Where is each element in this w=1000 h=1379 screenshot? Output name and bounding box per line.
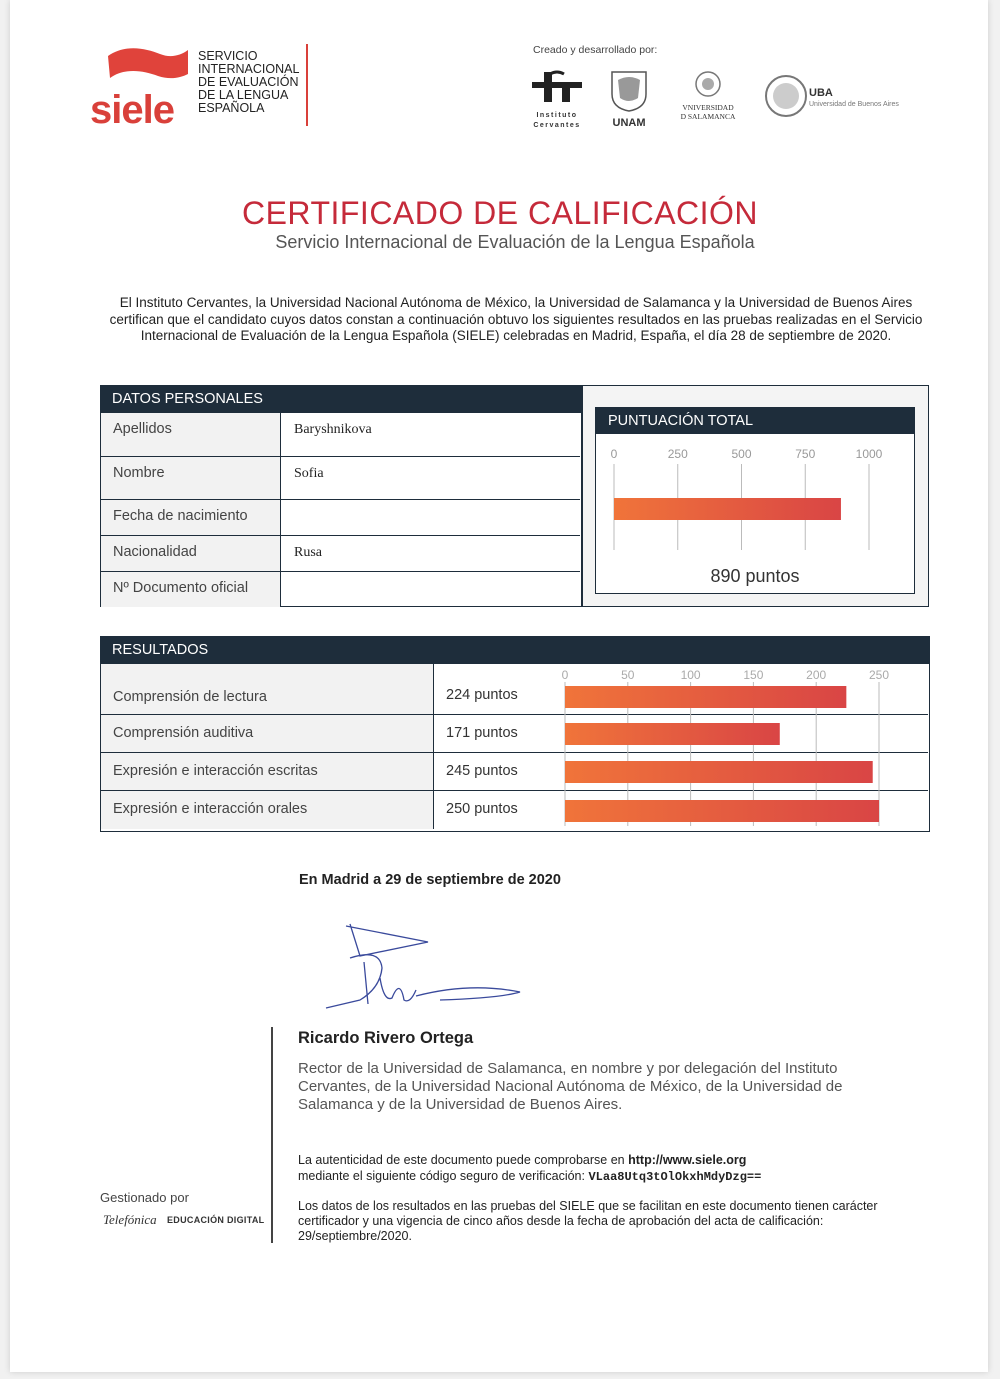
tick-label: 500 [731, 447, 752, 461]
table-row [101, 456, 580, 500]
result-bar [565, 761, 873, 783]
telefonica-logo: Telefónica [103, 1212, 157, 1227]
row-value: Rusa [294, 545, 322, 560]
row-label: Apellidos [101, 413, 281, 457]
verification-url[interactable]: http://www.siele.org [628, 1153, 747, 1167]
certificate-subtitle: Servicio Internacional de Evaluación de la Lengua Española [275, 232, 755, 252]
table-row [101, 412, 580, 457]
row-label: Fecha de nacimiento [101, 500, 281, 536]
row-score: 171 puntos [446, 725, 518, 741]
tick-label: 200 [806, 668, 827, 682]
tick-label: 150 [743, 668, 764, 682]
managed-by-label: Gestionado por [100, 1190, 189, 1205]
total-score-chart [596, 440, 914, 555]
tick-label: 250 [868, 668, 890, 682]
unam-logo: UNAM [608, 70, 650, 129]
results-heading: RESULTADOS [101, 637, 929, 664]
row-value: Baryshnikova [294, 422, 372, 437]
table-row [101, 535, 580, 572]
tick-label: 50 [621, 668, 635, 682]
verification-code: VLaa8Utq3tOlOkxhMdyDzg== [588, 1170, 762, 1184]
total-score-bar [614, 498, 841, 520]
total-score-text: 890 puntos [710, 566, 800, 586]
validity-note: Los datos de los resultados en las pruebas del SIELE que se facilitan en este documento tienen carácter certificador y una vigencia de cinco años desde la fecha de aprobación del acta de calificación: 29/septiembre/2020. [298, 1199, 878, 1243]
row-score: 250 puntos [446, 801, 518, 817]
personal-data-table [100, 385, 582, 607]
uba-seal-icon [764, 74, 808, 118]
header-divider [306, 44, 308, 126]
certificate-title: CERTIFICADO DE CALIFICACIÓN [241, 195, 759, 231]
row-label: Comprensión auditiva [101, 715, 434, 753]
table-row [101, 571, 580, 607]
siele-logo-text: SERVICIO INTERNACIONAL DE EVALUACIÓN DE LA LENGUA ESPAÑOLA [198, 49, 300, 115]
signer-role: Rector de la Universidad de Salamanca, en nombre y por delegación del Instituto Cervantes, de la Universidad Nacional Autónoma de México, de la Universidad de Salamanca y de la Universidad de Buenos Aires. [298, 1060, 843, 1113]
tick-label: 1000 [855, 447, 883, 461]
row-label: Expresión e interacción escritas [101, 753, 434, 791]
row-label: Nacionalidad [101, 536, 281, 572]
siele-logo-word: siele [90, 88, 174, 132]
siele-flag-logo [100, 44, 190, 90]
footer-divider [271, 1027, 273, 1243]
unam-shield-icon [608, 70, 650, 112]
total-score-heading: PUNTUACIÓN TOTAL [596, 408, 914, 434]
tick-label: 100 [680, 668, 701, 682]
tick-label: 250 [667, 447, 688, 461]
signature-image [320, 918, 530, 1013]
created-by-label: Creado y desarrollado por: [533, 44, 658, 56]
row-label: Nº Documento oficial [101, 572, 281, 607]
results-chart [555, 664, 895, 830]
result-bar [565, 800, 879, 822]
row-label: Nombre [101, 457, 281, 500]
tick-label: 750 [795, 447, 816, 461]
salamanca-seal-icon [676, 70, 740, 98]
table-row [101, 499, 580, 536]
intro-paragraph: El Instituto Cervantes, la Universidad Nacional Autónoma de México, la Universidad de Salamanca y la Universidad de Buenos Aires certifican que el candidato cuyos datos constan a continuación obtuvo los siguientes resultados en las pruebas realizadas en el Servicio Internacional de Evaluación de la Lengua Española (SIELE) celebradas en Madrid, España, el día 28 de septiembre de 2020. [109, 295, 923, 343]
cervantes-logo: Instituto Cervantes [530, 70, 584, 131]
row-score: 224 puntos [446, 687, 518, 703]
place-date: En Madrid a 29 de septiembre de 2020 [299, 872, 561, 888]
row-score: 245 puntos [446, 763, 518, 779]
row-label: Comprensión de lectura [101, 664, 434, 714]
signer-name: Ricardo Rivero Ortega [298, 1029, 474, 1047]
personal-data-heading: DATOS PERSONALES [101, 386, 581, 413]
authenticity-note: La autenticidad de este documento puede comprobarse en http://www.siele.org mediante el siguiente código seguro de verificación: VLaa8Utq3tOlOkxhMdyDzg== [298, 1153, 762, 1184]
result-bar [565, 723, 780, 745]
row-value: Sofia [294, 466, 324, 481]
row-label: Expresión e interacción orales [101, 791, 434, 829]
cervantes-icon [530, 70, 584, 106]
salamanca-logo: VNIVERSIDAD D SALAMANCA [676, 70, 740, 121]
tick-label: 0 [561, 668, 569, 682]
result-bar [565, 686, 846, 708]
educacion-digital-logo: EDUCACIÓN DIGITAL [167, 1215, 265, 1225]
tick-label: 0 [610, 447, 618, 461]
